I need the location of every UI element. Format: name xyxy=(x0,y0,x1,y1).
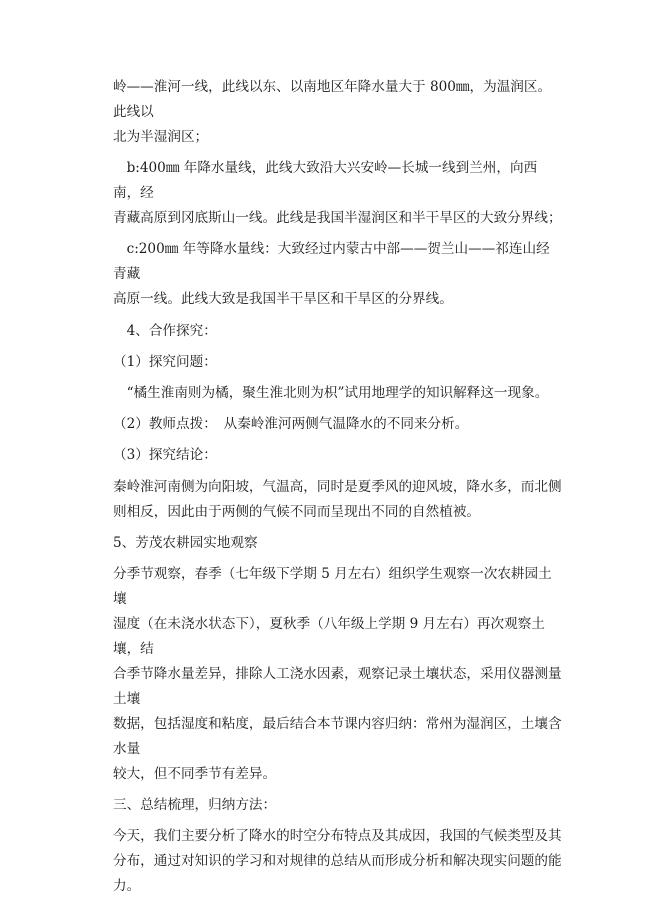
text-line: 湿度（在未浇水状态下），夏秋季（八年级上学期 9 月左右）再次观察土壤，结 xyxy=(113,615,545,657)
text-line: 青藏高原到冈底斯山一线。此线是我国半湿润区和半干旱区的大致分界线； xyxy=(113,210,562,227)
text-line: 分季节观察，春季（七年级下学期 5 月左右）组织学生观察一次农耕园土壤 xyxy=(113,565,552,607)
paragraph-field-observation xyxy=(113,562,563,787)
text-line: 秦岭淮河南侧为向阳坡，气温高，同时是夏季风的迎风坡，降水多，而北侧 xyxy=(113,478,562,495)
paragraph-conclusion xyxy=(113,475,563,525)
text-line: 合季节降水量差异，排除人工浇水因素，观察记录土壤状态，采用仪器测量土壤 xyxy=(113,665,562,707)
text-line: 分布，通过对知识的学习和对规律的总结从而形成分析和解决现实问题的能力。 xyxy=(113,853,562,895)
text-line: 数据，包括湿度和粘度，最后结合本节课内容归纳：常州为湿润区，土壤含水量 xyxy=(113,715,562,757)
section-heading-field-observation: 5、芳茂农耕园实地观察 xyxy=(113,534,258,551)
section-heading-cooperative-inquiry: 4、合作探究： xyxy=(113,322,217,339)
text-line: 高原一线。此线大致是我国半干旱区和干旱区的分界线。 xyxy=(113,291,453,308)
text-line: 岭——淮河一线，此线以东、以南地区年降水量大于 800㎜，为温润区。此线以 xyxy=(113,79,552,120)
paragraph-summary xyxy=(113,824,563,899)
document-body xyxy=(113,75,563,899)
text-line: 则相反，因此由于两侧的气候不同而呈现出不同的自然植被。 xyxy=(113,503,481,520)
paragraph-200mm-line xyxy=(113,237,563,312)
inquiry-question-heading: （1）探究问题： xyxy=(113,353,217,370)
text-line: c:200㎜ 年等降水量线：大致经过内蒙古中部——贺兰山——祁连山经青藏 xyxy=(113,241,550,283)
text-line: 今天，我们主要分析了降水的时空分布特点及其成因，我国的气候类型及其 xyxy=(113,828,562,845)
paragraph-400mm-line xyxy=(113,156,563,231)
text-line: b:400㎜ 年降水量线，此线大致沿大兴安岭—长城一线到兰州，向西南，经 xyxy=(113,160,538,202)
paragraph-qinling-line xyxy=(113,75,563,150)
inquiry-question-text: “橘生淮南则为橘，聚生淮北则为枳”试用地理学的知识解释这一现象。 xyxy=(113,384,549,401)
text-line: 北为半湿润区； xyxy=(113,129,209,145)
teacher-guidance: （2）教师点拨： 从秦岭淮河两侧气温降水的不同来分析。 xyxy=(113,416,469,433)
inquiry-conclusion-heading: （3）探究结论： xyxy=(113,447,217,464)
section-heading-summary: 三、总结梳理，归纳方法： xyxy=(113,797,277,814)
text-line: 较大，但不同季节有差异。 xyxy=(113,765,277,782)
